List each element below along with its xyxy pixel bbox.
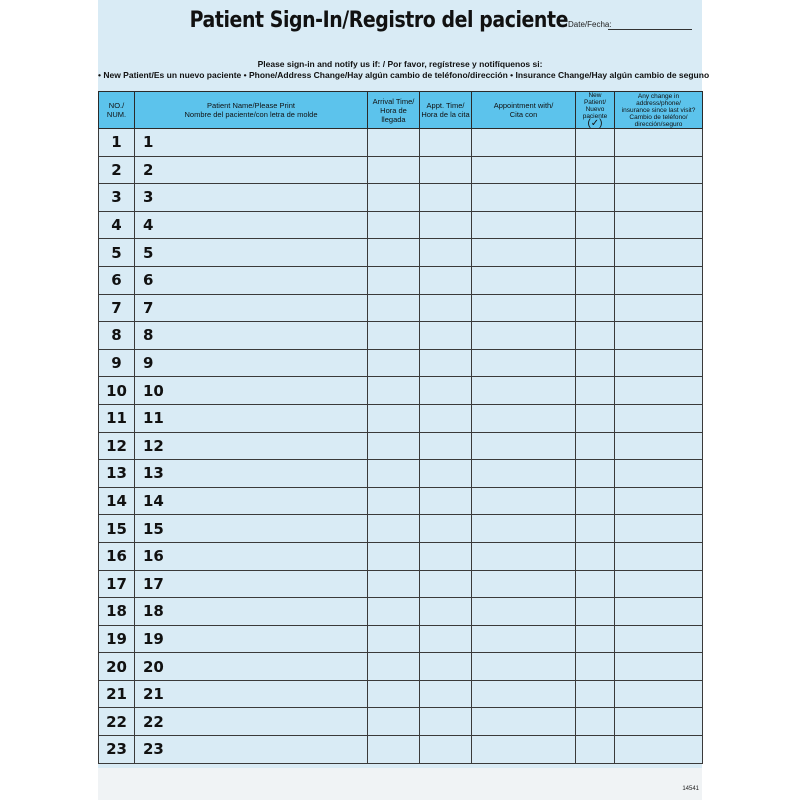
- appointment-with-cell[interactable]: [472, 625, 576, 653]
- new-patient-check-cell[interactable]: [576, 349, 615, 377]
- appointment-with-cell[interactable]: [472, 184, 576, 212]
- any-change-cell[interactable]: [615, 322, 703, 350]
- sign-in-sheet: [98, 0, 710, 800]
- row-number: 16: [99, 542, 135, 570]
- appt-time-cell[interactable]: [420, 349, 472, 377]
- new-patient-check-cell[interactable]: [576, 239, 615, 267]
- catalog-number: 14541: [682, 786, 699, 792]
- row-number: 9: [99, 349, 135, 377]
- row-number: 23: [99, 736, 135, 764]
- any-change-cell[interactable]: [615, 294, 703, 322]
- any-change-cell[interactable]: [615, 377, 703, 405]
- appt-time-cell[interactable]: [420, 653, 472, 681]
- patient-name-cell[interactable]: 2: [135, 156, 368, 184]
- row-number: 12: [99, 432, 135, 460]
- new-patient-check-cell[interactable]: [576, 598, 615, 626]
- any-change-cell[interactable]: [615, 542, 703, 570]
- table-row: [99, 404, 703, 432]
- arrival-time-cell[interactable]: [368, 322, 420, 350]
- appt-time-cell[interactable]: [420, 625, 472, 653]
- arrival-time-cell[interactable]: [368, 680, 420, 708]
- appointment-with-cell[interactable]: [472, 377, 576, 405]
- arrival-time-cell[interactable]: [368, 211, 420, 239]
- arrival-time-cell[interactable]: [368, 570, 420, 598]
- any-change-cell[interactable]: [615, 129, 703, 157]
- row-number: 11: [99, 404, 135, 432]
- appt-time-cell[interactable]: [420, 570, 472, 598]
- any-change-cell[interactable]: [615, 156, 703, 184]
- appt-time-cell[interactable]: [420, 322, 472, 350]
- appt-time-cell[interactable]: [420, 460, 472, 488]
- notify-instructions: Please sign-in and notify us if: / Por favor, regístrese y notifíquenos si:: [257, 59, 543, 69]
- patient-name-cell[interactable]: 20: [135, 653, 368, 681]
- any-change-cell[interactable]: [615, 487, 703, 515]
- appointment-with-cell[interactable]: [472, 515, 576, 543]
- any-change-cell[interactable]: [615, 515, 703, 543]
- table-row: [99, 598, 703, 626]
- appointment-with-cell[interactable]: [472, 129, 576, 157]
- row-number: 10: [99, 377, 135, 405]
- new-patient-check-cell[interactable]: [576, 625, 615, 653]
- table-body: [99, 129, 703, 764]
- arrival-time-cell[interactable]: [368, 184, 420, 212]
- arrival-time-cell[interactable]: [368, 515, 420, 543]
- patient-name-cell[interactable]: 3: [135, 184, 368, 212]
- table-row: [99, 736, 703, 764]
- notify-reasons: • New Patient/Es un nuevo paciente • Phone/Address Change/Hay algún cambio de teléfono/dirección • Insurance Change/Hay algún cambio de seguno: [98, 70, 710, 80]
- patient-name-cell[interactable]: 23: [135, 736, 368, 764]
- appointment-with-cell[interactable]: [472, 349, 576, 377]
- row-number: 4: [99, 211, 135, 239]
- appointment-with-cell[interactable]: [472, 211, 576, 239]
- date-field-line[interactable]: [608, 29, 692, 30]
- arrival-time-cell[interactable]: [368, 487, 420, 515]
- table-row: [99, 708, 703, 736]
- arrival-time-cell[interactable]: [368, 129, 420, 157]
- patient-name-cell[interactable]: 13: [135, 460, 368, 488]
- arrival-time-cell[interactable]: [368, 349, 420, 377]
- table-row: [99, 349, 703, 377]
- appointment-with-cell[interactable]: [472, 680, 576, 708]
- row-number: 7: [99, 294, 135, 322]
- row-number: 13: [99, 460, 135, 488]
- table-row: [99, 239, 703, 267]
- patient-name-cell[interactable]: 14: [135, 487, 368, 515]
- appt-time-cell[interactable]: [420, 680, 472, 708]
- row-number: 1: [99, 129, 135, 157]
- arrival-time-cell[interactable]: [368, 156, 420, 184]
- appointment-with-cell[interactable]: [472, 598, 576, 626]
- any-change-cell[interactable]: [615, 211, 703, 239]
- any-change-cell[interactable]: [615, 239, 703, 267]
- new-patient-check-cell[interactable]: [576, 129, 615, 157]
- patient-name-cell[interactable]: 8: [135, 322, 368, 350]
- appt-time-cell[interactable]: [420, 266, 472, 294]
- row-number: 5: [99, 239, 135, 267]
- arrival-time-cell[interactable]: [368, 542, 420, 570]
- new-patient-check-cell[interactable]: [576, 570, 615, 598]
- appointment-with-cell[interactable]: [472, 542, 576, 570]
- row-number: 18: [99, 598, 135, 626]
- appointment-with-cell[interactable]: [472, 404, 576, 432]
- any-change-cell[interactable]: [615, 625, 703, 653]
- arrival-time-cell[interactable]: [368, 294, 420, 322]
- patient-name-cell[interactable]: 22: [135, 708, 368, 736]
- new-patient-check-cell[interactable]: [576, 708, 615, 736]
- arrival-time-cell[interactable]: [368, 708, 420, 736]
- arrival-time-cell[interactable]: [368, 653, 420, 681]
- new-patient-check-cell[interactable]: [576, 294, 615, 322]
- any-change-cell[interactable]: [615, 349, 703, 377]
- table-row: [99, 680, 703, 708]
- any-change-cell[interactable]: [615, 653, 703, 681]
- row-number: 19: [99, 625, 135, 653]
- appt-time-cell[interactable]: [420, 542, 472, 570]
- patient-name-cell[interactable]: 4: [135, 211, 368, 239]
- new-patient-check-cell[interactable]: [576, 266, 615, 294]
- table-row: [99, 487, 703, 515]
- arrival-time-cell[interactable]: [368, 625, 420, 653]
- patient-name-cell[interactable]: 10: [135, 377, 368, 405]
- any-change-cell[interactable]: [615, 432, 703, 460]
- row-number: 3: [99, 184, 135, 212]
- new-patient-check-cell[interactable]: [576, 404, 615, 432]
- row-number: 8: [99, 322, 135, 350]
- appointment-with-cell[interactable]: [472, 294, 576, 322]
- appointment-with-cell[interactable]: [472, 570, 576, 598]
- table-row: [99, 432, 703, 460]
- table-row: [99, 653, 703, 681]
- table-header-row: [99, 92, 703, 129]
- appointment-with-cell[interactable]: [472, 239, 576, 267]
- appt-time-cell[interactable]: [420, 294, 472, 322]
- appointment-with-cell[interactable]: [472, 460, 576, 488]
- appointment-with-cell[interactable]: [472, 708, 576, 736]
- new-patient-check-cell[interactable]: [576, 515, 615, 543]
- appt-time-cell[interactable]: [420, 598, 472, 626]
- patient-name-cell[interactable]: 21: [135, 680, 368, 708]
- table-row: [99, 460, 703, 488]
- any-change-cell[interactable]: [615, 736, 703, 764]
- new-patient-check-cell[interactable]: [576, 211, 615, 239]
- new-patient-check-cell[interactable]: [576, 653, 615, 681]
- arrival-time-cell[interactable]: [368, 266, 420, 294]
- appt-time-cell[interactable]: [420, 239, 472, 267]
- col-header-number: NO./ NUM.: [99, 92, 135, 129]
- table-row: [99, 542, 703, 570]
- appt-time-cell[interactable]: [420, 211, 472, 239]
- appt-time-cell[interactable]: [420, 487, 472, 515]
- row-number: 17: [99, 570, 135, 598]
- col-header-arrival-time: Arrival Time/ Hora de llegada: [368, 92, 420, 129]
- row-number: 14: [99, 487, 135, 515]
- appt-time-cell[interactable]: [420, 377, 472, 405]
- new-patient-check-cell[interactable]: [576, 487, 615, 515]
- appt-time-cell[interactable]: [420, 184, 472, 212]
- new-patient-check-cell[interactable]: [576, 432, 615, 460]
- col-header-patient-name: Patient Name/Please Print Nombre del paciente/con letra de molde: [135, 92, 368, 129]
- checkmark-icon: (✓): [587, 118, 603, 129]
- appt-time-cell[interactable]: [420, 156, 472, 184]
- any-change-cell[interactable]: [615, 404, 703, 432]
- any-change-cell[interactable]: [615, 460, 703, 488]
- appointment-with-cell[interactable]: [472, 487, 576, 515]
- appt-time-cell[interactable]: [420, 129, 472, 157]
- appointment-with-cell[interactable]: [472, 653, 576, 681]
- form-title: Patient Sign-In/Registro del paciente: [189, 8, 568, 33]
- arrival-time-cell[interactable]: [368, 432, 420, 460]
- patient-name-cell[interactable]: 6: [135, 266, 368, 294]
- new-patient-check-cell[interactable]: [576, 680, 615, 708]
- arrival-time-cell[interactable]: [368, 377, 420, 405]
- appt-time-cell[interactable]: [420, 432, 472, 460]
- appointment-with-cell[interactable]: [472, 156, 576, 184]
- col-header-appointment-with: Appointment with/ Cita con: [472, 92, 576, 129]
- col-header-new-patient: New Patient/ Nuevo paciente (✓): [576, 92, 615, 129]
- row-number: 6: [99, 266, 135, 294]
- patient-name-cell[interactable]: 1: [135, 129, 368, 157]
- table-row: [99, 211, 703, 239]
- date-label: Date/Fecha:: [568, 20, 612, 29]
- new-patient-check-cell[interactable]: [576, 156, 615, 184]
- table-row: [99, 129, 703, 157]
- new-patient-check-cell[interactable]: [576, 736, 615, 764]
- table-row: [99, 625, 703, 653]
- appt-time-cell[interactable]: [420, 515, 472, 543]
- any-change-cell[interactable]: [615, 680, 703, 708]
- appointment-with-cell[interactable]: [472, 736, 576, 764]
- row-number: 22: [99, 708, 135, 736]
- any-change-cell[interactable]: [615, 598, 703, 626]
- row-number: 15: [99, 515, 135, 543]
- arrival-time-cell[interactable]: [368, 736, 420, 764]
- patient-name-cell[interactable]: 7: [135, 294, 368, 322]
- patient-name-cell[interactable]: 19: [135, 625, 368, 653]
- row-number: 20: [99, 653, 135, 681]
- sheet-footer-band: [98, 768, 702, 800]
- arrival-time-cell[interactable]: [368, 239, 420, 267]
- new-patient-check-cell[interactable]: [576, 322, 615, 350]
- patient-name-cell[interactable]: 18: [135, 598, 368, 626]
- table-row: [99, 570, 703, 598]
- appointment-with-cell[interactable]: [472, 322, 576, 350]
- col-header-appt-time: Appt. Time/ Hora de la cita: [420, 92, 472, 129]
- table-row: [99, 377, 703, 405]
- new-patient-check-cell[interactable]: [576, 184, 615, 212]
- arrival-time-cell[interactable]: [368, 598, 420, 626]
- table-row: [99, 156, 703, 184]
- patient-name-cell[interactable]: 17: [135, 570, 368, 598]
- patient-name-cell[interactable]: 5: [135, 239, 368, 267]
- table-row: [99, 184, 703, 212]
- col-header-any-change: Any change in address/phone/ insurance since last visit? Cambio de teléfono/ dirección/seguro: [615, 92, 703, 129]
- any-change-cell[interactable]: [615, 570, 703, 598]
- new-patient-check-cell[interactable]: [576, 460, 615, 488]
- patient-name-cell[interactable]: 11: [135, 404, 368, 432]
- table-row: [99, 322, 703, 350]
- patient-name-cell[interactable]: 9: [135, 349, 368, 377]
- row-number: 21: [99, 680, 135, 708]
- appt-time-cell[interactable]: [420, 708, 472, 736]
- table-row: [99, 515, 703, 543]
- patient-name-cell[interactable]: 16: [135, 542, 368, 570]
- new-patient-check-cell[interactable]: [576, 377, 615, 405]
- appointment-with-cell[interactable]: [472, 266, 576, 294]
- any-change-cell[interactable]: [615, 708, 703, 736]
- appointment-with-cell[interactable]: [472, 432, 576, 460]
- arrival-time-cell[interactable]: [368, 404, 420, 432]
- any-change-cell[interactable]: [615, 184, 703, 212]
- any-change-cell[interactable]: [615, 266, 703, 294]
- appt-time-cell[interactable]: [420, 404, 472, 432]
- sign-in-table: [98, 91, 703, 764]
- patient-name-cell[interactable]: 12: [135, 432, 368, 460]
- row-number: 2: [99, 156, 135, 184]
- arrival-time-cell[interactable]: [368, 460, 420, 488]
- table-row: [99, 294, 703, 322]
- appt-time-cell[interactable]: [420, 736, 472, 764]
- table-row: [99, 266, 703, 294]
- new-patient-check-cell[interactable]: [576, 542, 615, 570]
- patient-name-cell[interactable]: 15: [135, 515, 368, 543]
